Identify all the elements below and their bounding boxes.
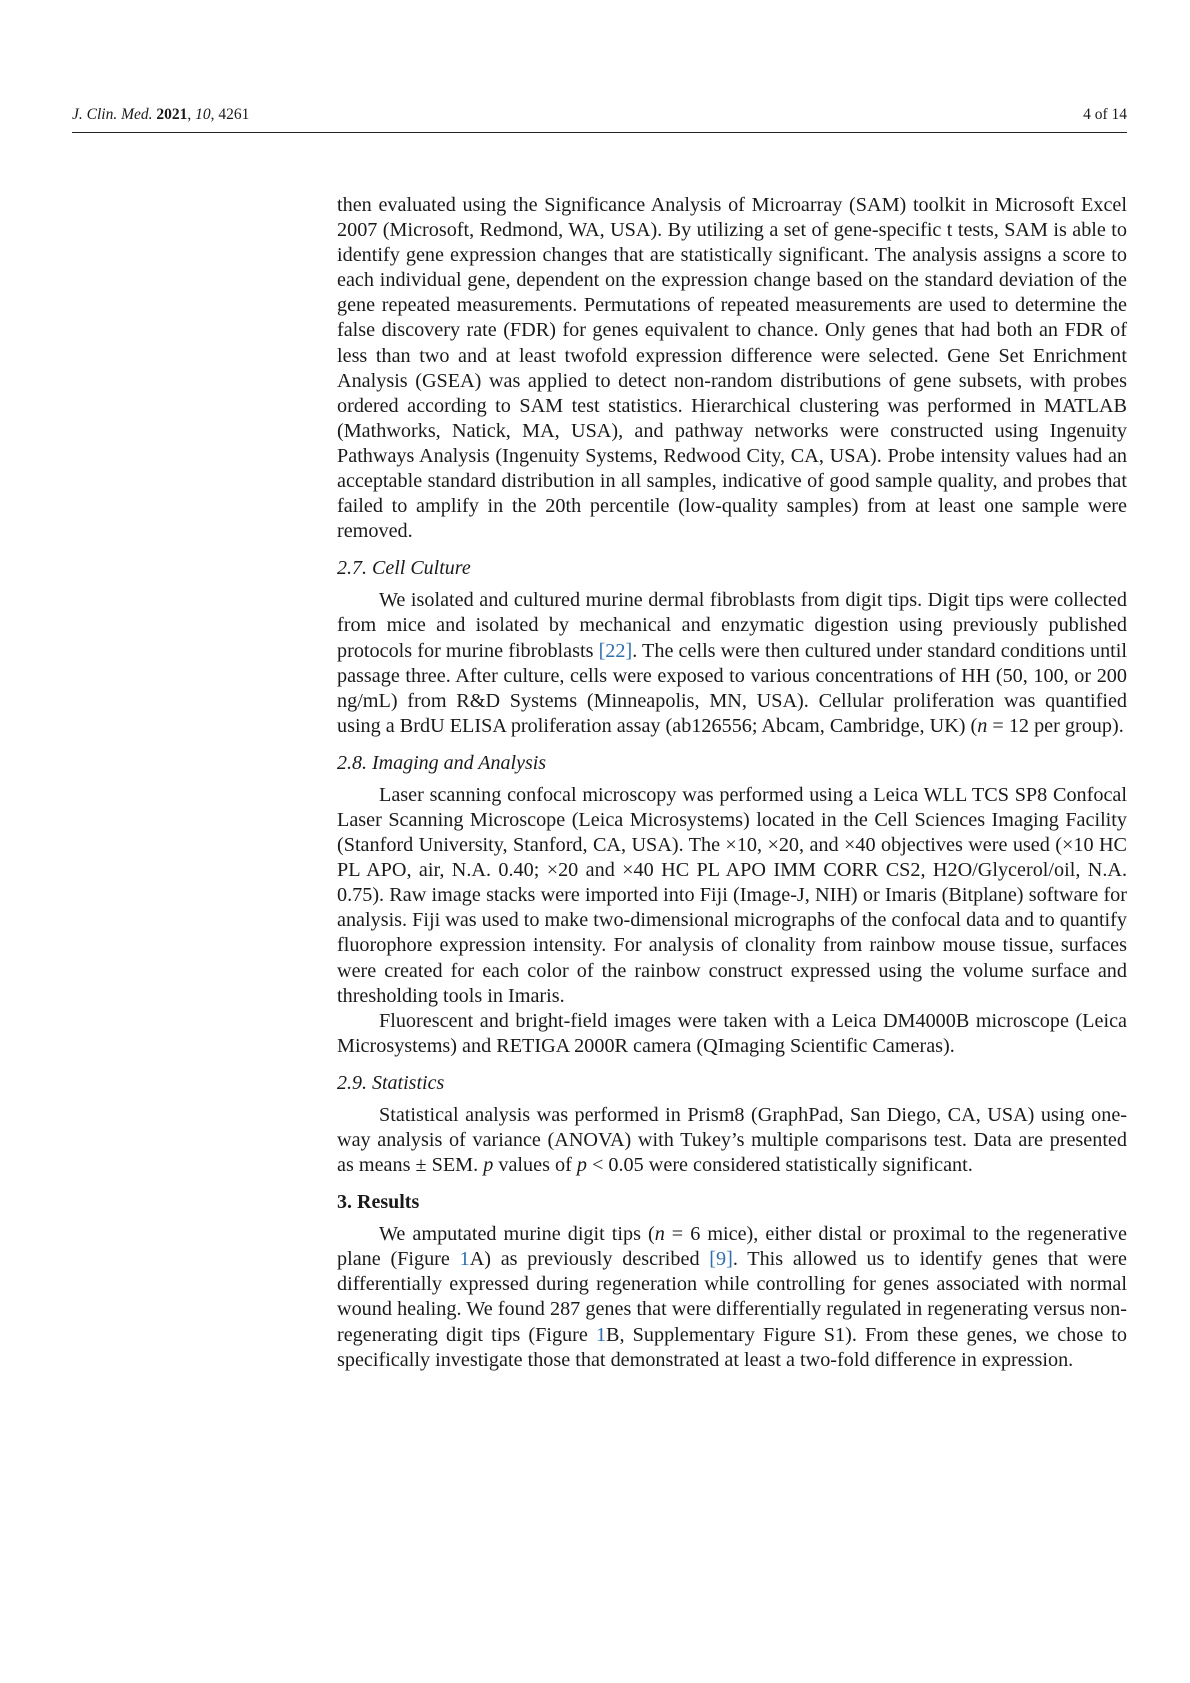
- results-text-d: . This allowed us to identify genes that were differentially expressed during regeneration while controlling for genes associated with normal wound healing. We found 287 genes that were differentially regulated in regenerating versus non-regenerating digit tips (Figure: [337, 1248, 1127, 1346]
- paragraph-cell-culture: [337, 588, 1127, 739]
- results-text-b: = 6 mice), either distal or proximal to the regenerative plane (Figure: [337, 1223, 1127, 1271]
- section-heading-cell-culture: 2.7. Cell Culture: [337, 557, 471, 580]
- reference-link-22[interactable]: [22]: [598, 639, 633, 662]
- journal-volume: 10: [195, 106, 211, 123]
- paragraph-statistics: [337, 1103, 1127, 1178]
- paragraph-results: [337, 1222, 1127, 1373]
- results-text-a: We amputated murine digit tips (: [379, 1223, 655, 1246]
- statistics-text-b: values of: [493, 1154, 577, 1177]
- running-header: [72, 104, 1127, 133]
- page-number: 4 of 14: [1083, 106, 1127, 123]
- n-symbol: n: [654, 1223, 665, 1246]
- statistics-text-c: < 0.05 were considered statistically significant.: [586, 1154, 973, 1177]
- figure-link-1b[interactable]: 1: [595, 1323, 607, 1346]
- p-symbol: p: [576, 1154, 587, 1177]
- figure-link-1a[interactable]: 1: [459, 1248, 470, 1271]
- reference-link-9[interactable]: [9]: [709, 1248, 733, 1271]
- p-symbol: p: [483, 1154, 494, 1177]
- cell-culture-text-c: = 12 per group).: [987, 714, 1124, 737]
- section-heading-results: 3. Results: [337, 1191, 420, 1214]
- journal-name: J. Clin. Med.: [72, 106, 153, 123]
- n-symbol: n: [977, 714, 988, 737]
- journal-year: 2021: [156, 106, 188, 123]
- statistics-text-a: Statistical analysis was performed in Prism8 (GraphPad, San Diego, CA, USA) using one-way analysis of variance (ANOVA) with Tukey’s multiple comparisons test. Data are presented as means ± SEM.: [337, 1103, 1127, 1177]
- results-text-e: B, Supplementary Figure S1). From these genes, we chose to specifically investigate those that demonstrated at least a two-fold difference in expression.: [337, 1323, 1127, 1371]
- section-heading-imaging: 2.8. Imaging and Analysis: [337, 751, 547, 774]
- article-body: [337, 193, 1127, 1373]
- paragraph-imaging-2: Fluorescent and bright-field images were taken with a Leica DM4000B microscope (Leica Microsystems) and RETIGA 2000R camera (QImaging Scientific Cameras).: [337, 1009, 1127, 1057]
- cell-culture-text-b: . The cells were then cultured under standard conditions until passage three. After culture, cells were exposed to various concentrations of HH (50, 100, or 200 ng/mL) from R&D Systems (Minneapolis, MN, USA). Cellular proliferation was quantified using a BrdU ELISA proliferation assay (ab126556; Abcam, Cambridge, UK) (: [337, 639, 1127, 737]
- article-number: , 4261: [210, 106, 250, 123]
- journal-citation: J. Clin. Med. 2021, 10, 4261: [72, 106, 250, 123]
- paragraph-imaging-1: Laser scanning confocal microscopy was performed using a Leica WLL TCS SP8 Confocal Laser Scanning Microscope (Leica Microsystems) located in the Cell Sciences Imaging Facility (Stanford University, Stanford, CA, USA). The ×10, ×20, and ×40 objectives were used (×10 HC PL APO, air, N.A. 0.40; ×20 and ×40 HC PL APO IMM CORR CS2, H2O/Glycerol/oil, N.A. 0.75). Raw image stacks were imported into Fiji (Image-J, NIH) or Imaris (Bitplane) software for analysis. Fiji was used to make two-dimensional micrographs of the confocal data and to quantify fluorophore expression intensity. For analysis of clonality from rainbow mouse tissue, surfaces were created for each color of the rainbow construct expressed using the volume surface and thresholding tools in Imaris.: [337, 783, 1127, 1007]
- section-heading-statistics: 2.9. Statistics: [337, 1071, 445, 1094]
- results-text-c: A) as previously described: [469, 1248, 710, 1271]
- paragraph-microarray-analysis: then evaluated using the Significance Analysis of Microarray (SAM) toolkit in Microsoft Excel 2007 (Microsoft, Redmond, WA, USA). By utilizing a set of gene-specific t tests, SAM is able to identify gene expression changes that are statistically significant. The analysis assigns a score to each individual gene, dependent on the expression change based on the standard deviation of the gene repeated measurements. Permutations of repeated measurements are used to determine the false discovery rate (FDR) for genes equivalent to chance. Only genes that had both an FDR of less than two and at least twofold expression difference were selected. Gene Set Enrichment Analysis (GSEA) was applied to detect non-random distributions of gene subsets, with probes ordered according to SAM test statistics. Hierarchical clustering was performed in MATLAB (Mathworks, Natick, MA, USA), and pathway networks were constructed using Ingenuity Pathways Analysis (Ingenuity Systems, Redwood City, CA, USA). Probe intensity values had an acceptable standard distribution in all samples, indicative of good sample quality, and probes that failed to amplify in the 20th percentile (low-quality samples) from at least one sample were removed.: [337, 194, 1127, 543]
- cell-culture-text-a: We isolated and cultured murine dermal fibroblasts from digit tips. Digit tips were collected from mice and isolated by mechanical and enzymatic digestion using previously published protocols for murine fibroblasts: [337, 589, 1127, 662]
